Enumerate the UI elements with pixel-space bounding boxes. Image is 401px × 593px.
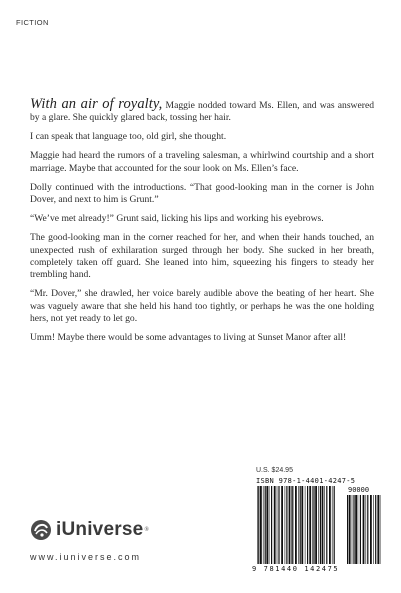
price-label: U.S. $24.95 xyxy=(256,467,293,474)
barcode-bar xyxy=(367,495,368,564)
blurb-paragraph-6: The good-looking man in the corner reached for her, and when their hands touched, an unexpected rush of exhilaration surged through her body. She sucked in her breath, completely taken off guard. She leaned into him, squeezing his fingers to steady her trembling hand. xyxy=(30,232,374,281)
barcode-bar xyxy=(301,486,303,564)
barcode-bar xyxy=(360,495,361,564)
barcode-bar xyxy=(281,486,283,564)
blurb-paragraph-5: “We’ve met already!” Grunt said, licking his lips and working his eyebrows. xyxy=(30,213,324,225)
barcode-bar xyxy=(295,486,297,564)
barcode-bar xyxy=(332,486,333,564)
genre-label: FICTION xyxy=(16,18,49,27)
barcode-bar xyxy=(298,486,299,564)
iuniverse-swirl-icon xyxy=(30,519,52,541)
barcode-bar xyxy=(352,495,353,564)
barcode-bar xyxy=(305,486,306,564)
blurb-paragraph-8: Umm! Maybe there would be some advantages to living at Sunset Manor after all! xyxy=(30,332,347,344)
blurb-lead: With an air of royalty, xyxy=(30,96,163,112)
barcode-bar xyxy=(322,486,324,564)
barcode-bar xyxy=(269,486,270,564)
barcode-bar xyxy=(265,486,266,564)
addon-barcode xyxy=(346,495,382,564)
barcode-bar xyxy=(263,486,264,564)
barcode-bar xyxy=(285,486,286,564)
publisher-website: www.iuniverse.com xyxy=(30,552,142,562)
barcode-bar xyxy=(324,486,325,564)
isbn-barcode xyxy=(256,486,336,564)
back-cover-blurb xyxy=(30,98,374,351)
barcode-bar xyxy=(329,486,331,564)
barcode-bar xyxy=(309,486,311,564)
barcode-bar xyxy=(312,486,313,564)
barcode-bar xyxy=(347,495,348,564)
blurb-paragraph-7: “Mr. Dover,” she drawled, her voice barely audible above the beating of her heart. She was vaguely aware that she held his hand too tightly, or perhaps he was the one holding hers, not yet ready to let go. xyxy=(30,288,374,325)
barcode-bar xyxy=(373,495,374,564)
barcode-bar xyxy=(274,486,276,564)
blurb-paragraph-3: Maggie had heard the rumors of a traveling salesman, a whirlwind courtship and a short marriage. Maybe that accounted for the sour look on Ms. Ellen’s face. xyxy=(30,150,374,174)
publisher-logo xyxy=(30,519,149,541)
barcode-bar xyxy=(315,486,317,564)
publisher-name: iUniverse xyxy=(56,519,144,540)
barcode-bar xyxy=(377,495,379,564)
barcode-bar xyxy=(318,486,319,564)
blurb-paragraph-2: I can speak that language too, old girl, she thought. xyxy=(30,131,227,143)
barcode-bar xyxy=(257,486,258,564)
barcode-bar xyxy=(355,495,357,564)
barcode-bar xyxy=(313,486,314,564)
barcode-bar xyxy=(278,486,279,564)
barcode-bar xyxy=(292,486,293,564)
isbn-label: ISBN 978-1-4401-4247-5 xyxy=(256,477,356,485)
registered-mark: ® xyxy=(144,527,149,533)
barcode-bar xyxy=(326,486,327,564)
barcode-addon-number: 90000 xyxy=(348,486,370,494)
barcode-bar xyxy=(271,486,272,564)
barcode-bar xyxy=(289,486,291,564)
barcode-bar xyxy=(320,486,321,564)
blurb-paragraph-4: Dolly continued with the introductions. “That good-looking man in the corner is John Dover, and next to him is Grunt.” xyxy=(30,181,374,206)
barcode-bar xyxy=(286,486,287,564)
barcode-bar xyxy=(266,486,268,564)
barcode-bar xyxy=(307,486,308,564)
blurb-paragraph-1 xyxy=(30,98,374,125)
barcode-bar xyxy=(277,486,278,564)
barcode-digits: 9 781440 142475 xyxy=(252,565,340,573)
barcode-bar xyxy=(363,495,365,564)
barcode-bar xyxy=(353,495,354,564)
barcode-bar xyxy=(370,495,372,564)
barcode-bar xyxy=(258,486,259,564)
barcode-bar xyxy=(260,486,262,564)
barcode-bar xyxy=(358,495,359,564)
barcode-bar xyxy=(300,486,301,564)
barcode-bar xyxy=(375,495,376,564)
barcode-bar xyxy=(349,495,351,564)
barcode-bar xyxy=(366,495,367,564)
blurb-p1-rest: Maggie nodded toward Ms. Ellen, and was answered by a glare. She quickly glared back, tossing her hair. xyxy=(30,100,374,124)
barcode-bar xyxy=(334,486,335,564)
barcode-bar xyxy=(291,486,292,564)
barcode-bar xyxy=(380,495,381,564)
